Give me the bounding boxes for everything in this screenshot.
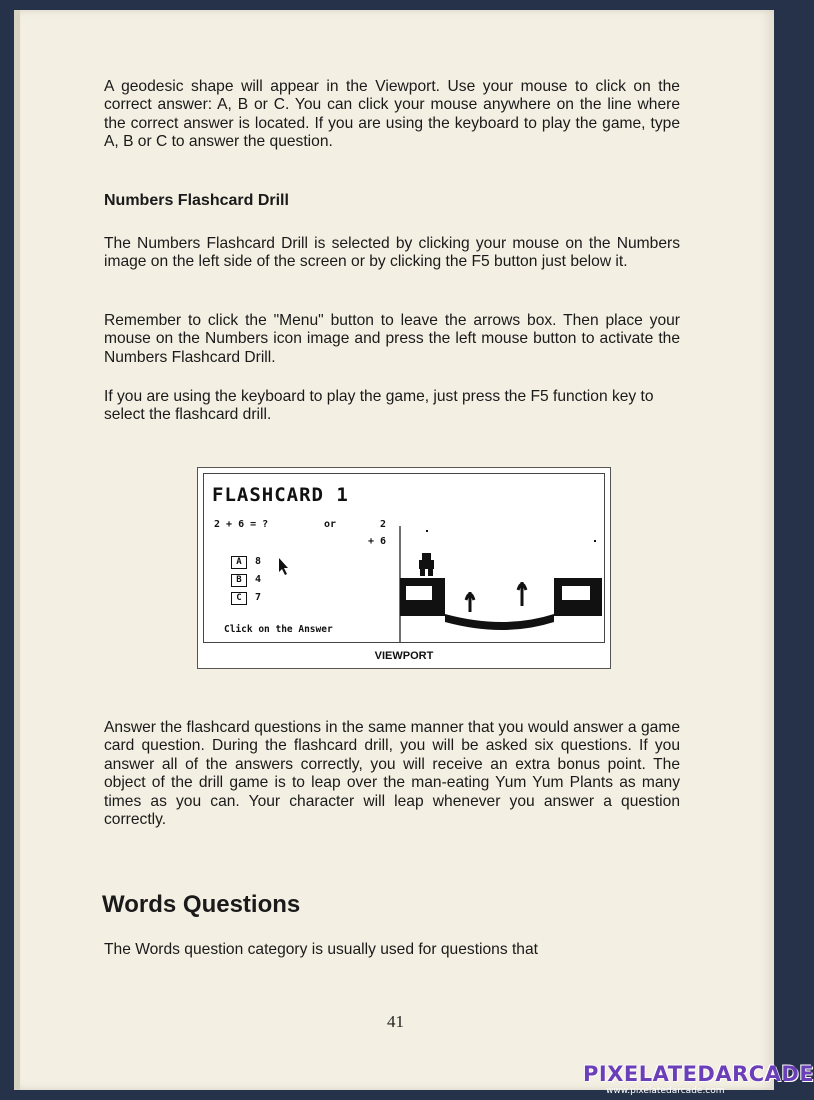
option-b[interactable]: B 4: [231, 574, 261, 587]
paragraph-words: The Words question category is usually used for questions that: [104, 941, 538, 958]
viewport-screen: [203, 473, 605, 643]
yum-yum-plant-icon: [466, 582, 526, 612]
flashcard-or: or: [324, 519, 337, 530]
watermark-url: www.pixelatedarcade.com: [606, 1086, 725, 1096]
mouse-pointer-icon: [279, 558, 288, 575]
page-number: 41: [387, 1012, 404, 1031]
watermark-brand: PIXELATEDARCADE: [583, 1062, 814, 1086]
pit: [445, 614, 554, 630]
option-c[interactable]: C 7: [231, 592, 261, 605]
words-questions-heading: Words Questions: [102, 891, 301, 918]
paragraph-menu: Remember to click the "Menu" button to leave the arrows box. Then place your mouse on the Numbers icon image and press the left mouse button to activate the Numbers Flashcard Drill.: [104, 312, 680, 366]
paragraph-selection: The Numbers Flashcard Drill is selected by clicking your mouse on the Numbers image on the left side of the screen or by clicking the F5 button just below it.: [104, 235, 680, 271]
click-instruction: Click on the Answer: [224, 624, 333, 635]
viewport-scene: [204, 474, 604, 642]
flashcard-title: FLASHCARD 1: [212, 484, 349, 506]
flashcard-stack-bottom: + 6: [368, 536, 387, 547]
numbers-flashcard-heading: Numbers Flashcard Drill: [104, 192, 289, 209]
paragraph-keyboard: If you are using the keyboard to play the game, just press the F5 function key to select the flashcard drill.: [104, 388, 654, 424]
page-edge: [14, 10, 20, 1090]
viewport-label: VIEWPORT: [374, 650, 434, 662]
option-a[interactable]: A 8: [231, 556, 261, 569]
paragraph-answer: Answer the flashcard questions in the same manner that you would answer a game card question. During the flashcard drill, you will be asked six questions. If you answer all of the answers correctly, you will receive an extra bonus point. The object of the drill game is to leap over the man-eating Yum Yum Plants as many times as you can. Your character will leap whenever you answer a question correctly.: [104, 719, 680, 829]
paragraph-geodesic: A geodesic shape will appear in the Viewport. Use your mouse to click on the correct answer: A, B or C. You can click your mouse anywhere on the line where the correct answer is located. If you are using the keyboard to play the game, type A, B or C to answer the question.: [104, 78, 680, 151]
flashcard-stack-top: 2: [380, 519, 387, 530]
character-icon: [419, 553, 434, 576]
flashcard-figure: [197, 467, 611, 669]
flashcard-equation: 2 + 6 = ?: [214, 519, 269, 530]
